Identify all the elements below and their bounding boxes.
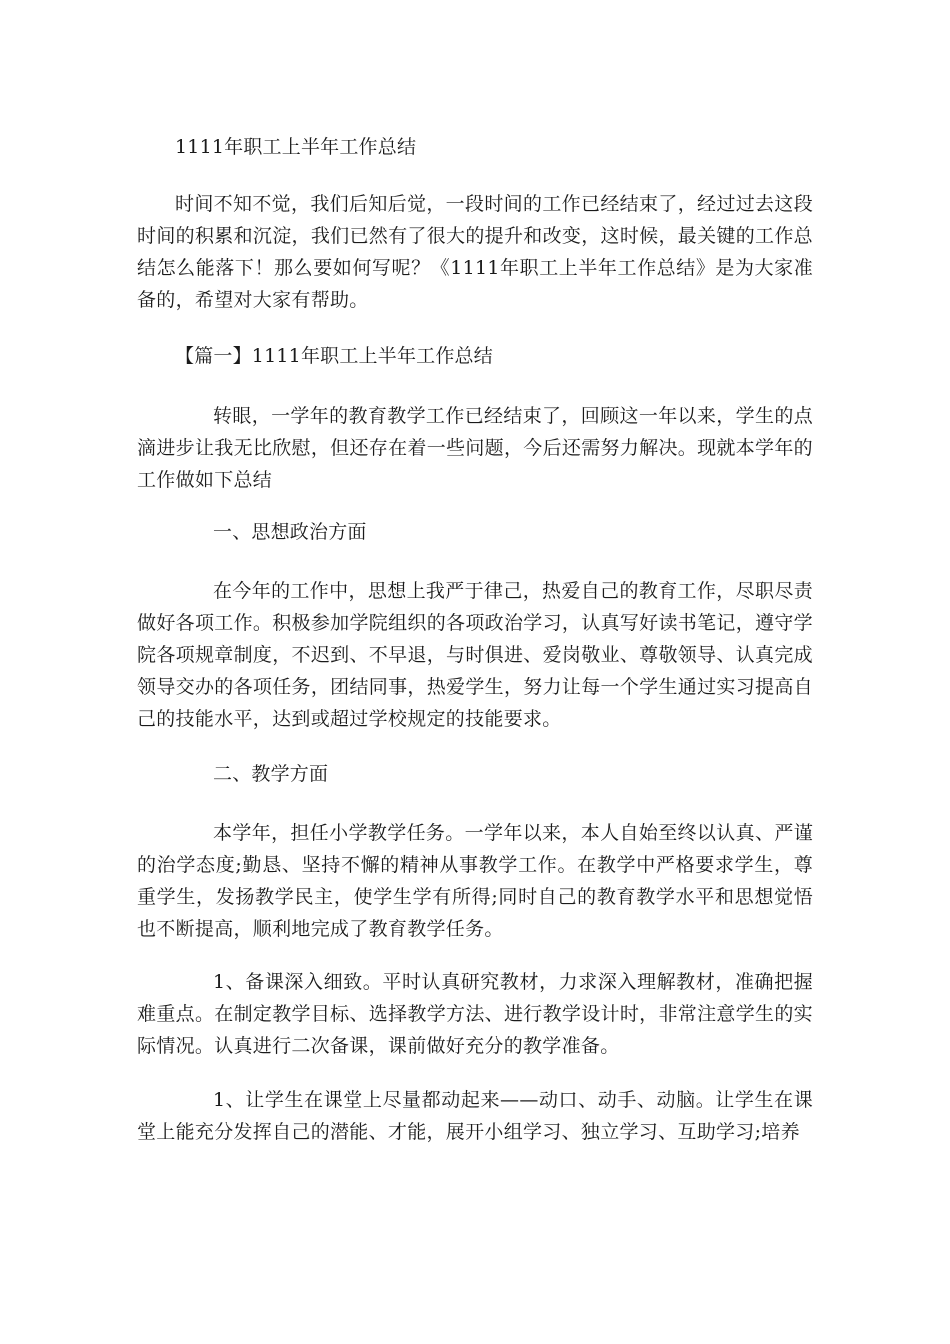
intro-paragraph: 时间不知不觉，我们后知后觉，一段时间的工作已经结束了，经过过去这段时间的积累和沉淀，我们已然有了很大的提升和改变，这时候，最关键的工作总结怎么能落下！那么要如何写呢？《1111年职工上半年工作总结》是为大家准备的，希望对大家有帮助。 (137, 193, 813, 311)
section-title: 【篇一】1111年职工上半年工作总结 (175, 345, 493, 367)
paragraph-5: 1、让学生在课堂上尽量都动起来——动口、动手、动脑。让学生在课堂上能充分发挥自己的潜能、才能，展开小组学习、独立学习、互助学习;培养 (137, 1089, 813, 1143)
heading-teaching: 二、教学方面 (213, 763, 329, 785)
paragraph-4: 1、备课深入细致。平时认真研究教材，力求深入理解教材，准确把握难重点。在制定教学目标、选择教学方法、进行教学设计时，非常注意学生的实际情况。认真进行二次备课，课前做好充分的教学准备。 (137, 971, 813, 1057)
paragraph-2: 在今年的工作中，思想上我严于律己，热爱自己的教育工作，尽职尽责做好各项工作。积极参加学院组织的各项政治学习，认真写好读书笔记，遵守学院各项规章制度，不迟到、不早退，与时俱进、爱岗敬业、尊敬领导、认真完成领导交办的各项任务，团结同事，热爱学生，努力让每一个学生通过实习提高自己的技能水平，达到或超过学校规定的技能要求。 (137, 580, 813, 730)
document-title: 1111年职工上半年工作总结 (175, 136, 417, 158)
paragraph-1: 转眼，一学年的教育教学工作已经结束了，回顾这一年以来，学生的点滴进步让我无比欣慰，但还存在着一些问题，今后还需努力解决。现就本学年的工作做如下总结 (137, 405, 813, 491)
paragraph-3: 本学年，担任小学教学任务。一学年以来，本人自始至终以认真、严谨的治学态度;勤恳、坚持不懈的精神从事教学工作。在教学中严格要求学生，尊重学生，发扬教学民主，使学生学有所得;同时自己的教育教学水平和思想觉悟也不断提高，顺利地完成了教育教学任务。 (137, 822, 813, 940)
heading-politics: 一、思想政治方面 (213, 521, 367, 543)
